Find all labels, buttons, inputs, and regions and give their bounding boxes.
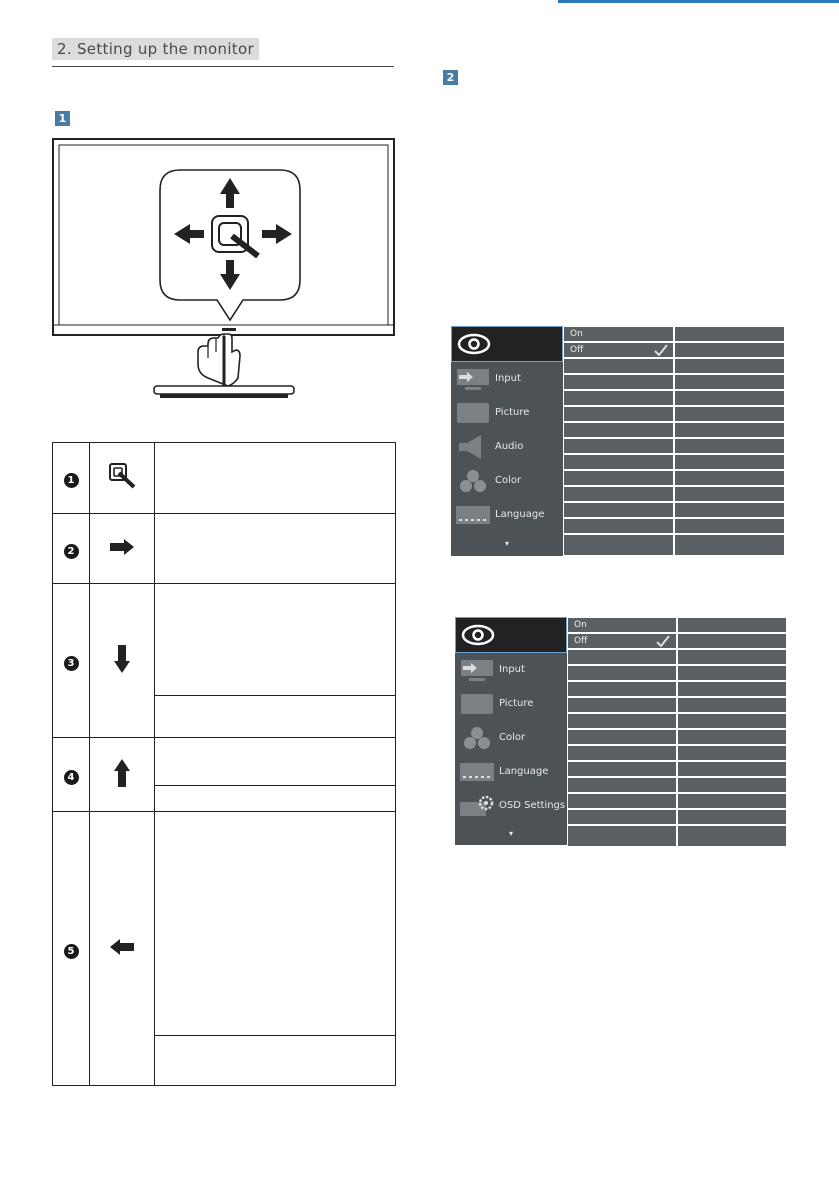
arrow-right-icon (90, 514, 155, 584)
osd-option-cell (678, 618, 786, 632)
osd-option-cell (675, 343, 784, 357)
osd-option-on[interactable]: On (564, 327, 673, 341)
osd-menu-1 (451, 326, 783, 556)
chevron-down-icon: ▾ (508, 829, 513, 838)
osd-option-cell (678, 682, 786, 696)
osd-option-cell (675, 439, 784, 453)
osd-option-cell (678, 714, 786, 728)
osd-item-label: Picture (495, 407, 530, 418)
arrow-left-icon (90, 812, 155, 1086)
input-icon (455, 367, 491, 391)
arrow-down-icon (90, 584, 155, 738)
osd-item-label: Language (499, 766, 549, 777)
top-accent-rule (558, 0, 839, 3)
osd-option-cell (678, 826, 786, 846)
osd-menu-2 (455, 617, 785, 845)
osd-option-cell (564, 407, 673, 421)
osd-option-cell (675, 327, 784, 341)
osd-option-cell (678, 698, 786, 712)
osd-option-cell (564, 439, 673, 453)
section-title: 2. Setting up the monitor (52, 38, 259, 60)
eye-icon (460, 623, 496, 647)
row-number-cell (53, 584, 90, 738)
osd-item-label: Color (499, 732, 526, 743)
osd-option-cell (675, 407, 784, 421)
row-number: 4 (64, 770, 79, 785)
row-number-cell (53, 812, 90, 1086)
language-icon (455, 503, 491, 527)
description-cell (155, 584, 396, 696)
osd-option-cell (564, 535, 673, 555)
osd-item-language[interactable] (455, 755, 567, 789)
osd-option-cell (568, 778, 676, 792)
description-cell (155, 786, 396, 812)
osd-option-cell (675, 359, 784, 373)
monitor-illustration (52, 138, 395, 404)
osd-option-cell (568, 794, 676, 808)
osd-option-cell (675, 391, 784, 405)
osd-option-cell (675, 519, 784, 533)
osd-option-cell (678, 746, 786, 760)
osd-option-off[interactable]: Off (568, 634, 676, 648)
osd-option-off[interactable]: Off (564, 343, 673, 357)
step-badge-2: 2 (443, 70, 458, 85)
osd-settings-gear-icon (459, 794, 495, 818)
osd-option-cell (675, 471, 784, 485)
color-icon (459, 726, 495, 750)
osd-option-grid (563, 326, 783, 556)
description-cell (155, 443, 396, 514)
osd-option-cell (675, 375, 784, 389)
row-number-cell (53, 514, 90, 584)
osd-option-cell (564, 503, 673, 517)
osd-option-cell (678, 794, 786, 808)
input-icon (459, 658, 495, 682)
osd-option-cell (568, 746, 676, 760)
osd-option-cell (564, 455, 673, 469)
osd-item-label: Input (499, 664, 525, 675)
checkmark-icon (654, 344, 668, 356)
osd-option-cell (564, 359, 673, 373)
row-number: 5 (64, 944, 79, 959)
speaker-icon (455, 435, 491, 459)
osd-item-eye[interactable] (455, 617, 567, 653)
osd-option-cell (564, 391, 673, 405)
osd-item-picture[interactable] (455, 687, 567, 721)
description-cell (155, 696, 396, 738)
osd-item-label: Language (495, 509, 545, 520)
osd-option-cell (568, 810, 676, 824)
osd-item-input[interactable] (451, 362, 563, 396)
osd-option-cell (568, 666, 676, 680)
osd-item-eye[interactable] (451, 326, 563, 362)
description-cell (155, 514, 396, 584)
osd-option-on[interactable]: On (568, 618, 676, 632)
osd-item-audio[interactable] (451, 430, 563, 464)
osd-option-cell (678, 666, 786, 680)
osd-item-color[interactable] (455, 721, 567, 755)
osd-item-language[interactable] (451, 498, 563, 532)
osd-option-cell (678, 650, 786, 664)
osd-item-label: Input (495, 373, 521, 384)
osd-item-picture[interactable] (451, 396, 563, 430)
description-cell (155, 738, 396, 786)
osd-item-osd-settings[interactable] (455, 789, 567, 823)
osd-option-cell (675, 423, 784, 437)
osd-option-cell (678, 762, 786, 776)
row-number: 1 (64, 473, 79, 488)
osd-option-cell (564, 471, 673, 485)
osd-option-cell (678, 810, 786, 824)
description-cell (155, 1036, 396, 1086)
osd-option-cell (564, 519, 673, 533)
description-cell (155, 812, 396, 1036)
osd-item-color[interactable] (451, 464, 563, 498)
osd-option-cell (675, 455, 784, 469)
step-badge-1: 1 (55, 111, 70, 126)
osd-option-cell (568, 826, 676, 846)
osd-option-cell (568, 682, 676, 696)
osd-option-cell (675, 503, 784, 517)
osd-option-cell (564, 487, 673, 501)
key-function-table (52, 442, 396, 1086)
joystick-press-icon (90, 443, 155, 514)
row-number-cell (53, 738, 90, 812)
eye-icon (456, 332, 492, 356)
osd-item-input[interactable] (455, 653, 567, 687)
osd-item-label: Picture (499, 698, 534, 709)
row-number: 3 (64, 656, 79, 671)
picture-icon (459, 692, 495, 716)
osd-item-label: OSD Settings (499, 800, 566, 811)
osd-scroll-down[interactable] (455, 823, 567, 845)
row-number-cell (53, 443, 90, 514)
osd-option-grid (567, 617, 785, 845)
osd-option-cell (564, 375, 673, 389)
title-divider (52, 66, 394, 67)
osd-item-label: Audio (495, 441, 524, 452)
osd-option-cell (675, 535, 784, 555)
osd-option-cell (568, 698, 676, 712)
checkmark-icon (656, 635, 670, 647)
osd-option-cell (568, 714, 676, 728)
osd-option-cell (678, 778, 786, 792)
osd-option-cell (678, 634, 786, 648)
row-number: 2 (64, 544, 79, 559)
osd-option-cell (568, 650, 676, 664)
osd-item-label: Color (495, 475, 522, 486)
osd-option-cell (564, 423, 673, 437)
osd-scroll-down[interactable] (451, 532, 563, 556)
osd-option-cell (675, 487, 784, 501)
osd-option-cell (568, 730, 676, 744)
osd-option-cell (678, 730, 786, 744)
color-icon (455, 469, 491, 493)
picture-icon (455, 401, 491, 425)
language-icon (459, 760, 495, 784)
chevron-down-icon: ▾ (504, 539, 509, 548)
arrow-up-icon (90, 738, 155, 812)
osd-option-cell (568, 762, 676, 776)
